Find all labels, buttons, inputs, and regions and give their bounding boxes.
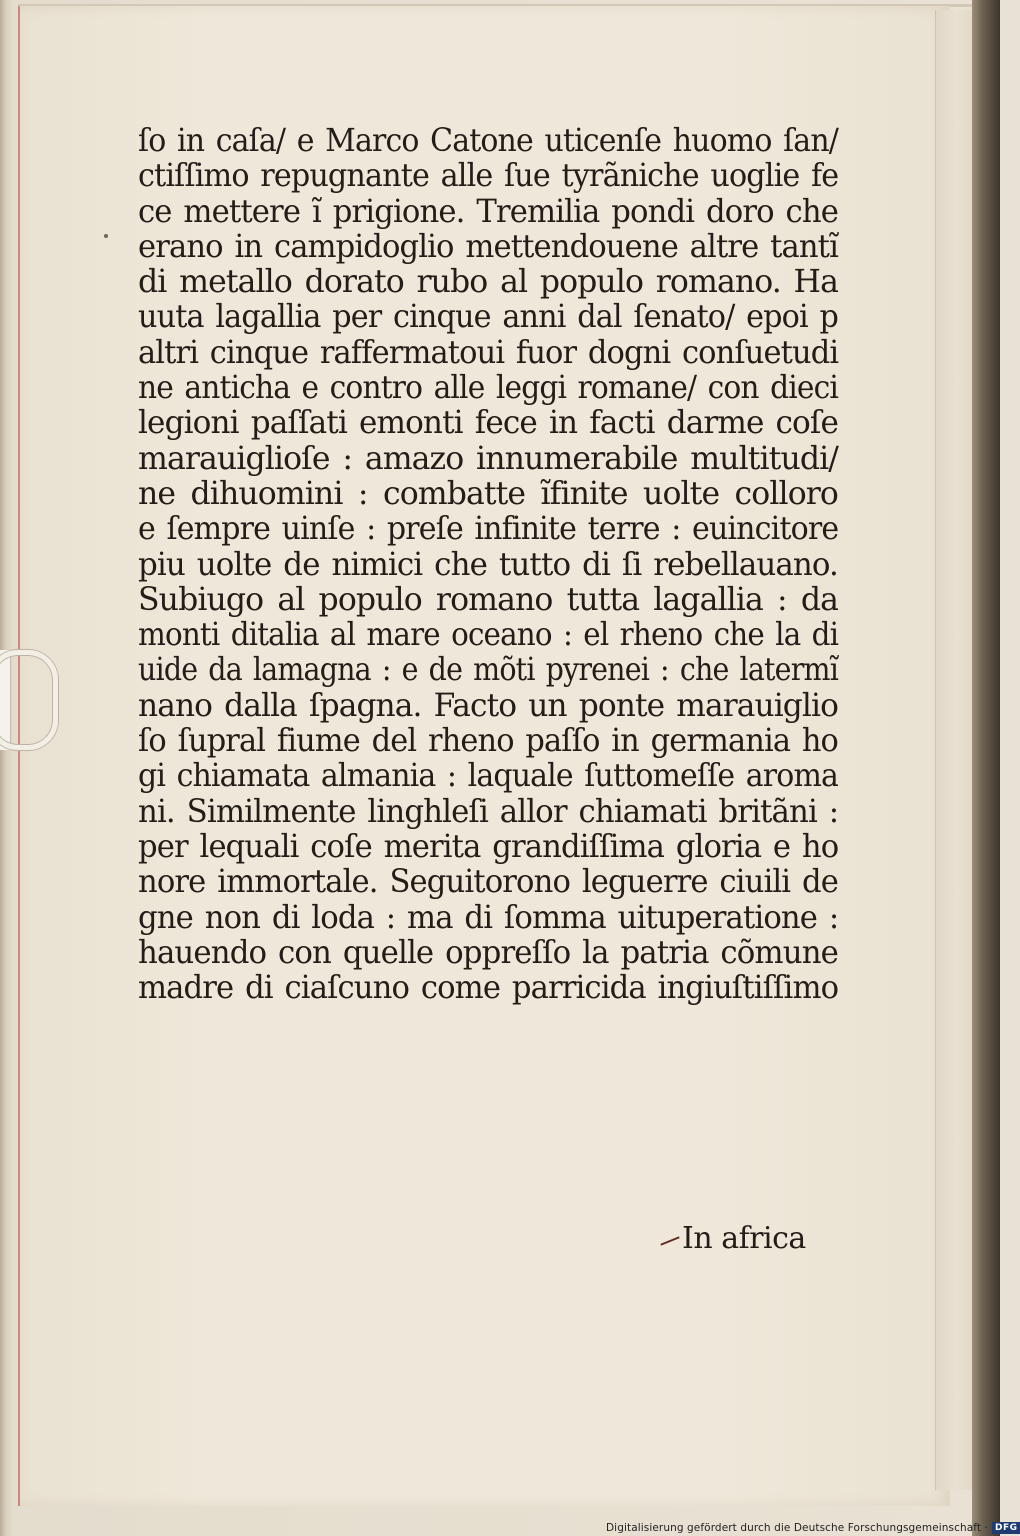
- margin-dot: [104, 234, 108, 238]
- clasp-ring: [0, 650, 58, 750]
- text-line-12: e ſempre uinſe : preſe infinite terre : euincitore: [138, 511, 839, 548]
- text-line-4: erano in campidoglio mettendouene altre tantĩ: [138, 228, 839, 265]
- text-line-25: madre di ciaſcuno come parricida ingiuſtiſſimo: [138, 970, 839, 1007]
- text-line-2: ctiſſimo repugnante alle ſue tyrãniche uoglie fe: [138, 158, 839, 195]
- catchword: In africa: [682, 1221, 806, 1256]
- text-line-24: hauendo con quelle oppreſſo la patria cõmune: [138, 934, 839, 971]
- printed-text-block: [138, 124, 838, 1006]
- digitization-footer: [606, 1520, 1020, 1536]
- text-line-8: ne anticha e contro alle leggi romane/ con dieci: [138, 370, 838, 407]
- text-line-17: nano dalla ſpagna. Facto un ponte marauiglio: [138, 687, 838, 724]
- text-line-5: di metallo dorato rubo al populo romano. Ha: [138, 264, 838, 301]
- text-line-1: ſo in caſa/ e Marco Catone uticenſe huomo ſan/: [138, 123, 838, 159]
- text-line-23: gne non di loda : ma di ſomma uituperatione :: [138, 899, 839, 936]
- text-line-10: marauiglioſe : amazo innumerabile multitudi/: [138, 440, 838, 477]
- dfg-logo-icon: DFG: [992, 1522, 1020, 1534]
- text-line-9: legioni paſſati emonti fece in facti darme coſe: [138, 405, 838, 442]
- text-line-11: ne dihuomini : combatte ĩfinite uolte colloro: [138, 475, 838, 512]
- text-line-13: piu uolte de nimici che tutto di ſi rebellauano.: [138, 546, 838, 583]
- text-line-19: gi chiamata almania : laquale ſuttomeſſe aroma: [138, 758, 838, 795]
- text-line-21: per lequali coſe merita grandiſſima gloria e ho: [138, 828, 839, 865]
- text-line-15: monti ditalia al mare oceano : el rheno che la di: [138, 617, 839, 654]
- text-line-20: ni. Similmente linghleſi allor chiamati britãni :: [138, 793, 839, 830]
- text-line-14: Subiugo al populo romano tutta lagallia : da: [138, 581, 838, 618]
- text-line-7: altri cinque raffermatoui fuor dogni conſuetudi: [138, 334, 839, 371]
- text-line-18: ſo ſupral fiume del rheno paſſo in germania ho: [138, 723, 838, 760]
- footer-credit: Digitalisierung gefördert durch die Deutsche Forschungsgemeinschaft ·: [606, 1522, 988, 1534]
- text-line-6: uuta lagallia per cinque anni dal ſenato/ epoi p: [138, 299, 838, 336]
- text-line-3: ce mettere ĩ prigione. Tremilia pondi doro che: [138, 193, 838, 230]
- text-line-16: uide da lamagna : e de mõti pyrenei : che latermĩ: [138, 652, 838, 689]
- text-line-22: nore immortale. Seguitorono leguerre ciuili de: [138, 864, 838, 901]
- book-binding: [972, 0, 1000, 1536]
